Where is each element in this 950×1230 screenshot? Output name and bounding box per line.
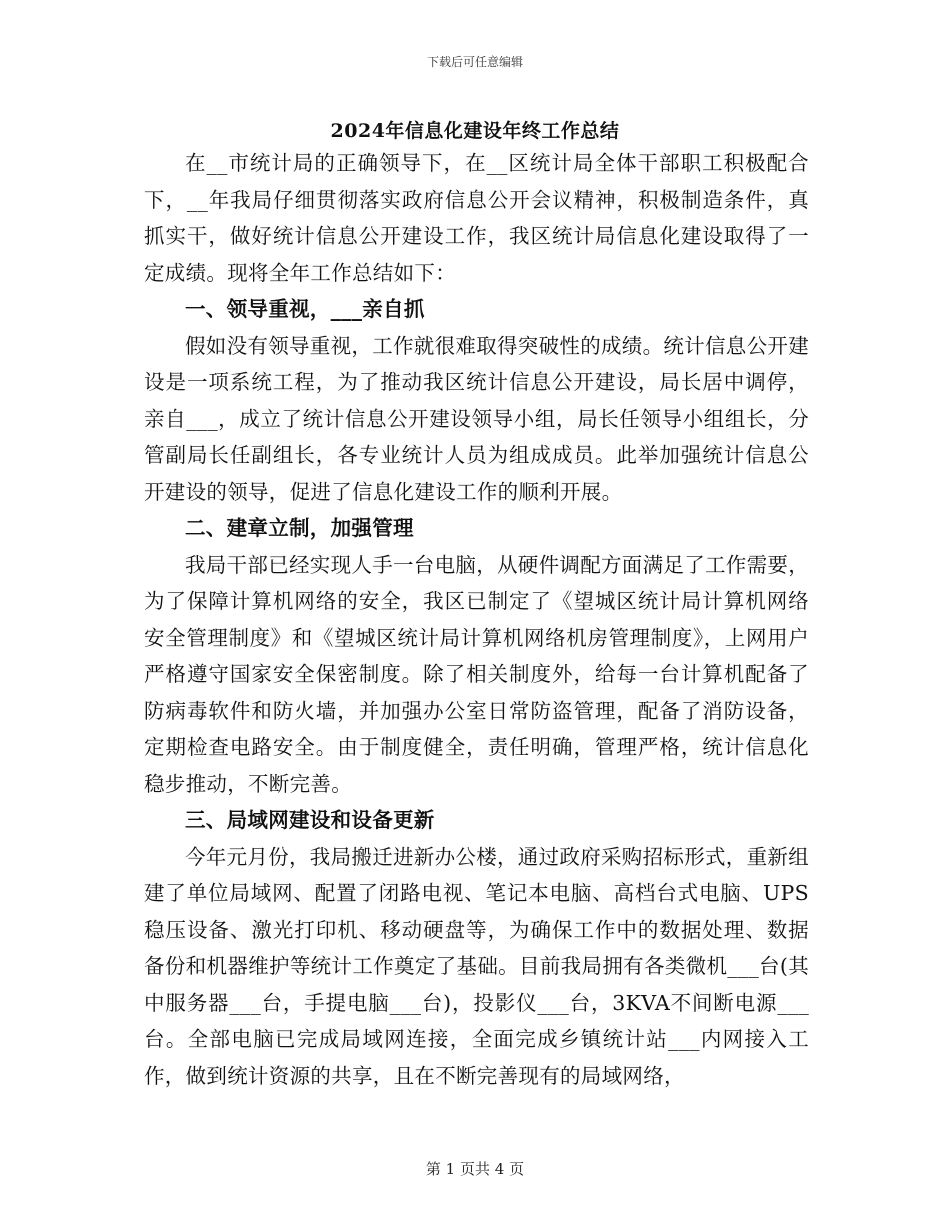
section-paragraph-2: 我局干部已经实现人手一台电脑，从硬件调配方面满足了工作需要，为了保障计算机网络的安全，我区已制定了《望城区统计局计算机网络安全管理制度》和《望城区统计局计算机网络机房管理制度》，上网用户严格遵守国家安全保密制度。除了相关制度外，给每一台计算机配备了防病毒软件和防火墙，并加强办公室日常防盗管理，配备了消防设备，定期检查电路安全。由于制度健全，责任明确，管理严格，统计信息化稳步推动，不断完善。 — [144, 552, 809, 796]
page-footer: 第 1 页共 4 页 — [425, 1160, 525, 1178]
document-title: 2024年信息化建设年终工作总结 — [330, 120, 620, 142]
page-header: 下载后可任意编辑 — [426, 55, 523, 69]
section-paragraph-3: 今年元月份，我局搬迁进新办公楼，通过政府采购招标形式，重新组建了单位局域网、配置了闭路电视、笔记本电脑、高档台式电脑、UPS稳压设备、激光打印机、移动硬盘等，为确保工作中的数据处理、数据备份和机器维护等统计工作奠定了基础。目前我局拥有各类微机___台(其中服务器___台，手提电脑___台)，投影仪___台，3KVA不间断电源___台。全部电脑已完成局域网连接，全面完成乡镇统计站___内网接入工作，做到统计资源的共享，且在不断完善现有的局域网络， — [144, 844, 809, 1088]
document-body — [144, 145, 809, 1094]
intro-paragraph: 在__市统计局的正确领导下，在__区统计局全体干部职工积极配合下，__年我局仔细贯彻落实政府信息公开会议精神，积极制造条件，真抓实干，做好统计信息公开建设工作，我区统计局信息化建设取得了一定成绩。现将全年工作总结如下： — [144, 151, 809, 285]
section-paragraph-1: 假如没有领导重视，工作就很难取得突破性的成绩。统计信息公开建设是一项系统工程，为了推动我区统计信息公开建设，局长居中调停，亲自___，成立了统计信息公开建设领导小组，局长任领导小组组长，分管副局长任副组长，各专业统计人员为组成成员。此举加强统计信息公开建设的领导，促进了信息化建设工作的顺利开展。 — [144, 333, 809, 504]
section-heading-1: 一、领导重视，___亲自抓 — [185, 297, 425, 321]
section-heading-3: 三、局域网建设和设备更新 — [185, 808, 435, 832]
section-heading-2: 二、建章立制，加强管理 — [185, 516, 414, 540]
